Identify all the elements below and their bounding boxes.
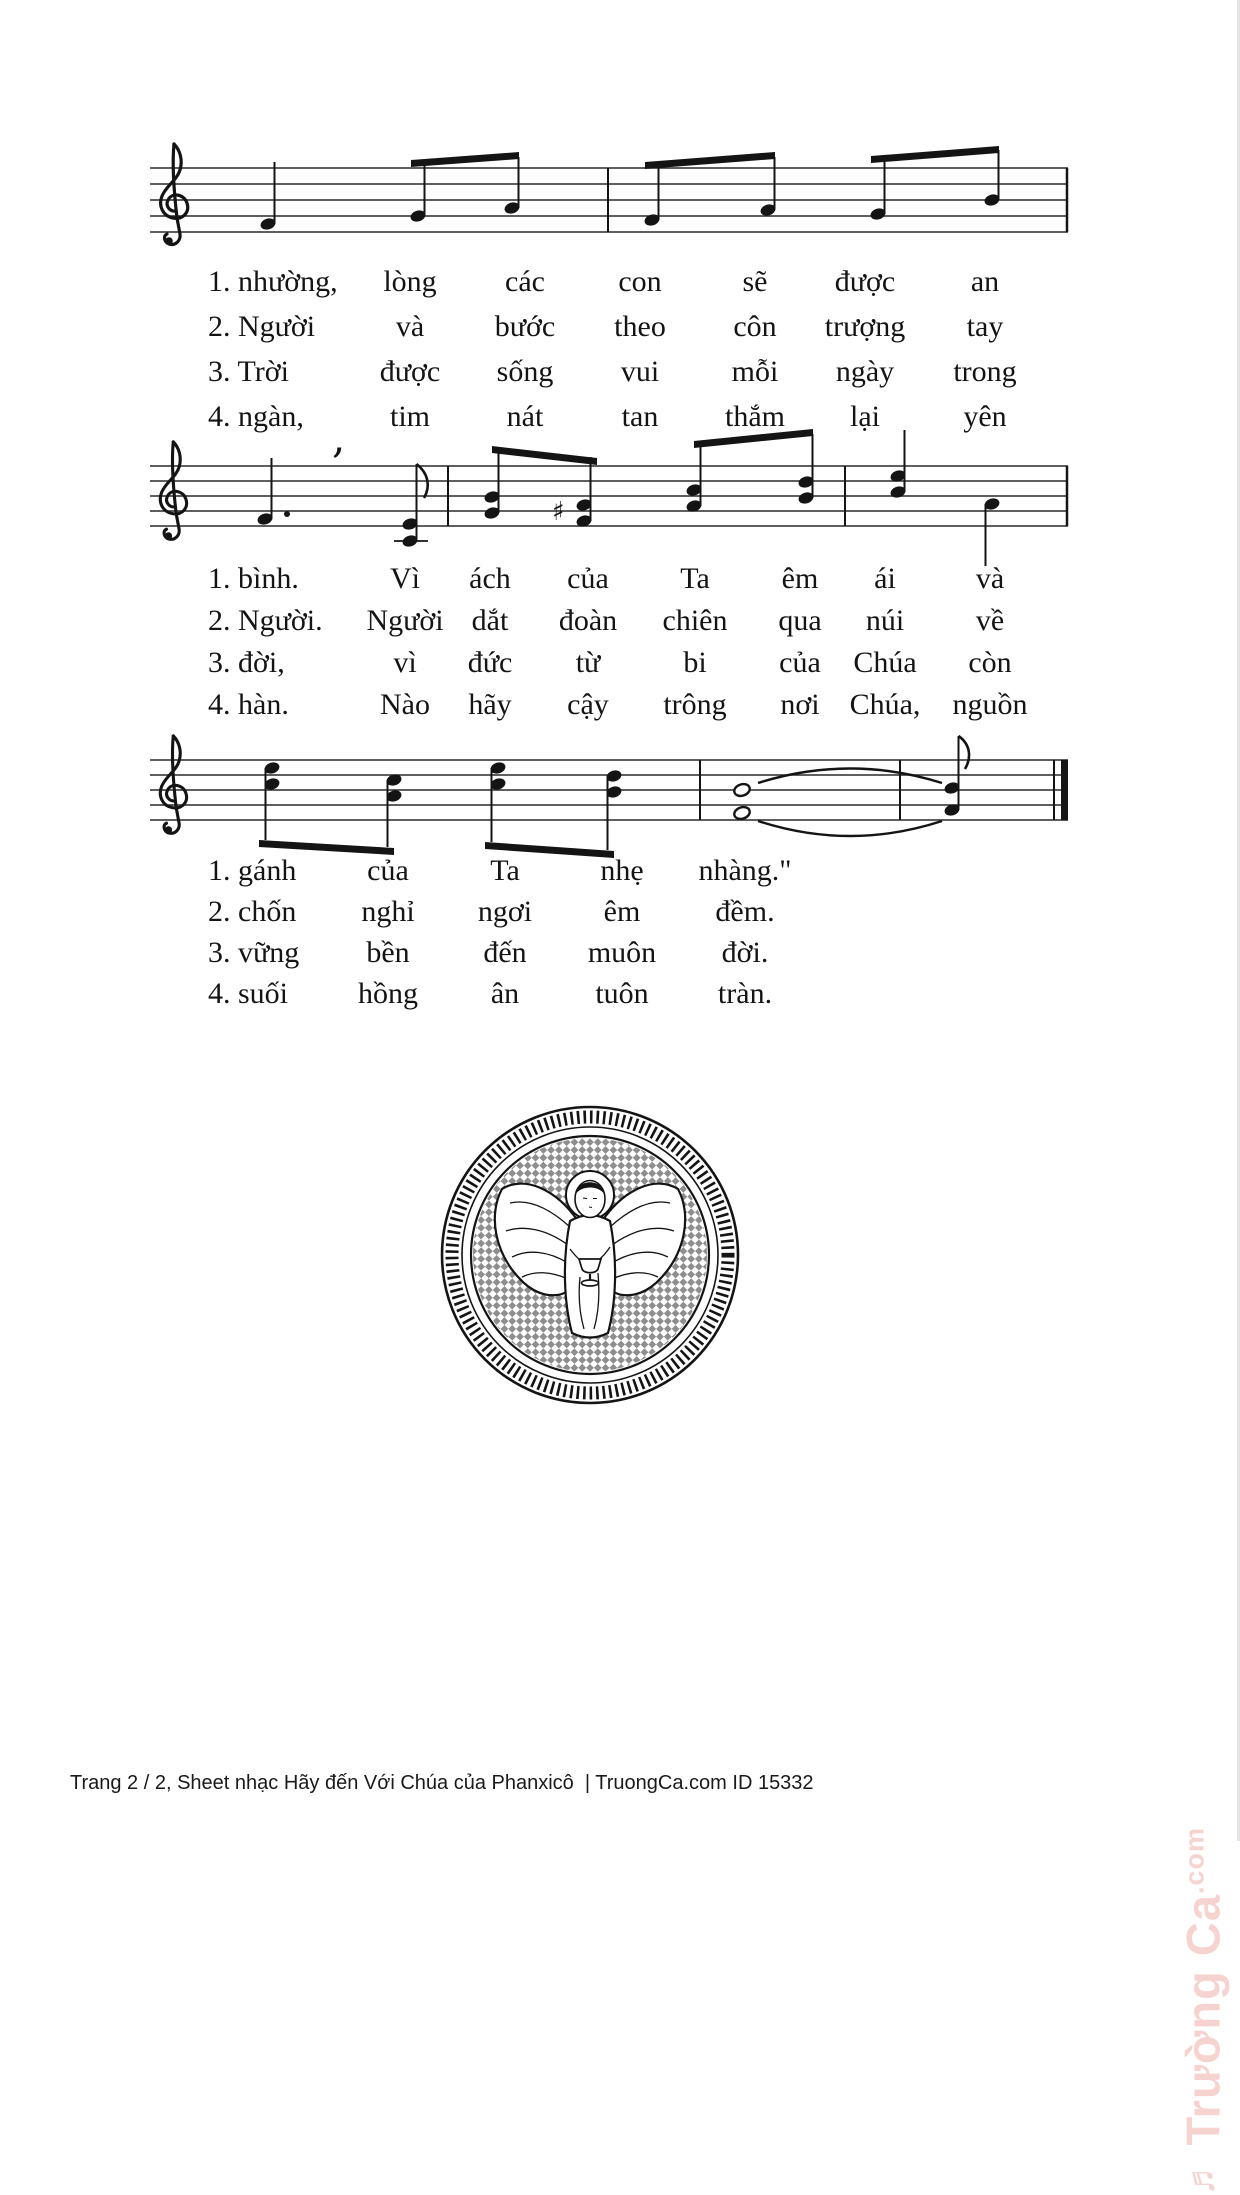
lyric-word: êm — [781, 562, 819, 595]
lyric-word: ân — [490, 977, 520, 1010]
lyric-word: đức — [467, 646, 513, 679]
lyric-word: tim — [389, 400, 431, 433]
watermark-truongca — [1175, 1827, 1230, 2195]
lyric-word: hãy — [468, 688, 512, 721]
lyric-verse-label: 2. Người. — [208, 604, 323, 637]
lyric-word: Ta — [680, 562, 710, 595]
sharp-accidental: ♯ — [552, 497, 565, 527]
lyric-word: sống — [496, 355, 554, 388]
lyric-word: tuôn — [595, 977, 649, 1010]
lyric-word: bước — [494, 310, 556, 343]
lyric-word: Người — [366, 604, 444, 637]
lyric-verse-label: 2. chốn — [208, 895, 297, 928]
lyric-word: của — [567, 562, 609, 595]
lyric-word: tràn. — [717, 977, 773, 1010]
lyric-word: được — [834, 265, 896, 298]
breath-mark: , — [332, 413, 346, 462]
lyric-word: và — [975, 562, 1005, 595]
lyric-word: Nào — [380, 688, 430, 721]
lyric-verse-label: 1. gánh — [208, 854, 297, 887]
lyric-word: bi — [683, 646, 707, 679]
lyric-word: đến — [483, 936, 527, 969]
lyric-word: nguồn — [952, 688, 1028, 721]
lyric-word: còn — [968, 646, 1012, 679]
lyric-word: của — [779, 646, 821, 679]
lyric-word: yên — [963, 400, 1007, 433]
lyric-word: trong — [953, 355, 1017, 388]
lyric-word: bền — [366, 936, 410, 969]
lyric-word: theo — [614, 310, 666, 343]
music-notes-icon: ♬ — [1180, 2157, 1222, 2195]
lyric-word: cậy — [567, 688, 609, 721]
lyric-word: đoàn — [558, 604, 618, 637]
lyric-word: qua — [778, 604, 822, 637]
lyric-word: lại — [850, 400, 880, 433]
lyric-word: ngơi — [477, 895, 533, 928]
lyric-verse-label: 3. đời, — [208, 646, 285, 679]
lyric-word: về — [975, 604, 1005, 637]
lyric-word: được — [379, 355, 441, 388]
lyric-word: nát — [506, 400, 544, 433]
lyric-word: của — [367, 854, 409, 887]
lyric-verse-label: 3. Trời — [208, 355, 289, 388]
lyric-verse-label: 4. hàn. — [208, 688, 289, 721]
lyric-verse-label: 1. bình. — [208, 562, 299, 595]
lyric-word: trượng — [824, 310, 906, 343]
lyric-verse-label: 3. vững — [208, 936, 300, 969]
lyric-word: nhàng." — [698, 854, 792, 887]
lyric-word: Chúa — [853, 646, 917, 679]
lyric-word: các — [505, 265, 545, 298]
footer-caption: Trang 2 / 2, Sheet nhạc Hãy đến Với Chúa của Phanxicô | TruongCa.com ID 15332 — [70, 1772, 814, 1794]
lyric-word: ách — [469, 562, 511, 595]
watermark-suffix: .com — [1179, 1827, 1209, 1895]
lyric-word: mỗi — [731, 355, 779, 388]
lyric-word: núi — [865, 604, 905, 637]
lyric-word: Vì — [390, 562, 420, 595]
lyric-word: dắt — [471, 604, 509, 637]
lyric-verse-label: 4. suối — [208, 977, 289, 1010]
lyric-word: chiên — [662, 604, 728, 637]
lyric-word: đềm. — [715, 895, 775, 928]
lyric-word: trông — [663, 688, 727, 721]
lyric-word: lòng — [383, 265, 437, 298]
lyric-verse-label: 1. nhường, — [208, 265, 338, 298]
lyric-word: Chúa, — [849, 688, 921, 721]
lyric-verse-label: 4. ngàn, — [208, 400, 304, 433]
lyric-word: nơi — [780, 688, 820, 721]
lyric-word: đời. — [721, 936, 769, 969]
lyric-word: thắm — [725, 400, 785, 433]
lyric-word: vì — [393, 646, 417, 679]
lyric-word: ngày — [835, 355, 895, 388]
lyric-word: và — [395, 310, 425, 343]
lyric-word: côn — [733, 310, 777, 343]
lyric-word: nghỉ — [361, 895, 415, 928]
lyric-word: an — [970, 265, 1000, 298]
lyric-word: êm — [603, 895, 641, 928]
lyric-word: nhẹ — [600, 854, 644, 887]
lyric-word: từ — [575, 646, 601, 679]
lyric-word: tay — [966, 310, 1004, 343]
lyric-word: muôn — [587, 936, 657, 969]
lyric-word: ái — [874, 562, 896, 595]
lyric-word: tan — [621, 400, 659, 433]
lyric-word: hồng — [358, 977, 418, 1010]
lyric-verse-label: 2. Người — [208, 310, 316, 343]
lyric-word: vui — [620, 355, 660, 388]
watermark-brand: Trường Ca — [1176, 1894, 1229, 2146]
lyric-word: Ta — [490, 854, 520, 887]
lyric-word: sẽ — [742, 265, 768, 298]
lyric-word: con — [618, 265, 662, 298]
